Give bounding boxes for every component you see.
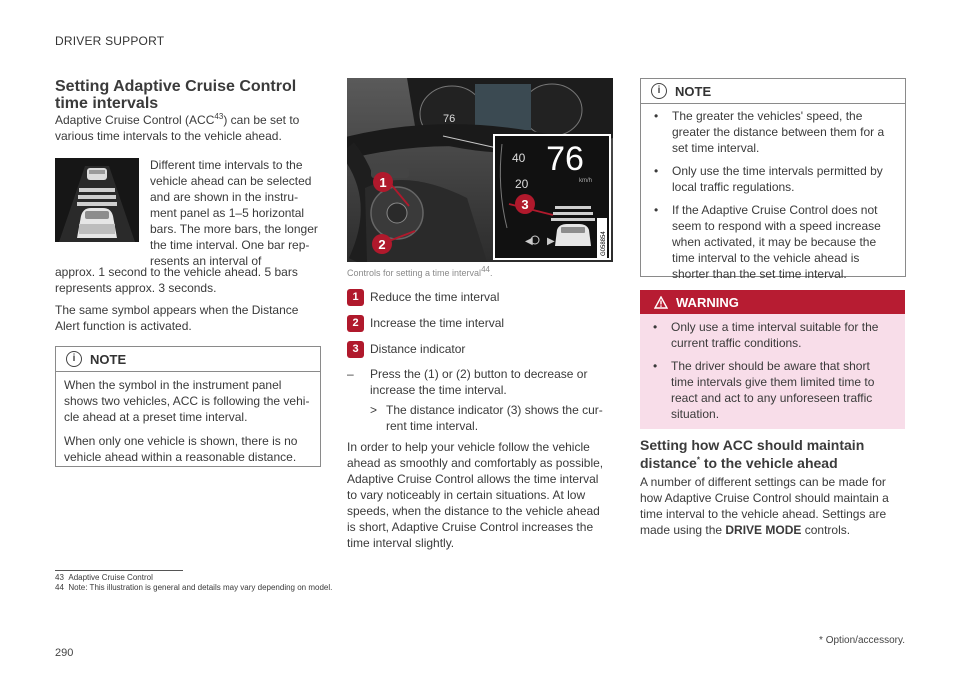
right-paragraph: A number of different settings can be made for how Adaptive Cruise Control should maintain a time interval to the vehicle ahead. Settings are made using the DRIVE MODE controls. xyxy=(640,475,889,537)
para1-continued: approx. 1 second to the vehicle ahead. 5 bars represents approx. 3 seconds. xyxy=(55,265,298,295)
illustration-caption: Controls for setting a time interval$^{44}$. xyxy=(347,265,493,278)
svg-text:20: 20 xyxy=(515,177,529,191)
footnote-ref-44[interactable]: 44 xyxy=(481,265,490,274)
note-body: When the symbol in the instrument panel shows two vehicles, ACC is following the vehi- cle ahead at a preset time interval. When only one vehicle is shown, there is no vehicle ahead within a reasonable distance. xyxy=(64,378,310,464)
svg-text:3: 3 xyxy=(521,197,529,212)
info-icon: i xyxy=(66,351,82,367)
svg-text:76: 76 xyxy=(546,140,584,178)
car-distance-icon xyxy=(55,158,139,242)
svg-text:1: 1 xyxy=(379,175,387,190)
note-bullet-3: • If the Adaptive Cruise Control does not seem to respond with a speed increase when activated, it may be because the time interval to the vehicle ahead is shorter than the set time interval. xyxy=(654,203,881,281)
svg-text:◀: ◀ xyxy=(525,236,533,247)
note-bullet-2: • Only use the time intervals permitted by local traffic regulations. xyxy=(654,164,883,194)
list-item-3: 3 Distance indicator xyxy=(347,341,465,357)
controls-illustration xyxy=(347,78,613,262)
note-bullets xyxy=(641,104,905,282)
page-number: 290 xyxy=(55,647,74,659)
footnote-43: 43 Adaptive Cruise Control xyxy=(55,573,153,582)
intro-paragraph: Adaptive Cruise Control (ACC$^{43}$) can be set to various time intervals to the vehicle ahead. xyxy=(55,112,300,143)
illustration-code: G058854 xyxy=(601,231,607,256)
para2: The same symbol appears when the Distance Alert function is activated. xyxy=(55,303,299,333)
footnote-divider xyxy=(55,570,183,571)
svg-text:2: 2 xyxy=(378,237,386,252)
list-item-2: 2 Increase the time interval xyxy=(347,315,504,331)
steering-wheel-illustration xyxy=(347,78,613,262)
warning-bullet-2: • The driver should be aware that short time intervals give them limited time to react and act to any unforeseen traffic situation. xyxy=(653,359,875,421)
section-title: Setting Adaptive Cruise Control time intervals xyxy=(55,78,297,112)
option-footnote: * Option/accessory. xyxy=(819,635,905,646)
step-instruction: – Press the (1) or (2) button to decrease or increase the time interval. xyxy=(347,367,588,397)
warning-body xyxy=(640,314,905,429)
note-header: i NOTE xyxy=(56,347,320,372)
info-icon: i xyxy=(651,83,667,99)
svg-text:▶: ▶ xyxy=(547,236,555,247)
middle-paragraph: In order to help your vehicle follow the vehicle ahead as smoothly and comfortably as possible, Adaptive Cruise Control allows the time interval to vary noticeably in certain situations. At low speeds, when the distance to the vehicle ahead is short, Adaptive Cruise Control increases the time interval slightly. xyxy=(347,440,604,550)
option-asterisk[interactable]: * xyxy=(696,455,700,465)
warning-box xyxy=(640,290,905,429)
svg-text:76: 76 xyxy=(443,113,456,125)
warning-triangle-icon xyxy=(654,296,668,309)
footnote-44: 44 Note: This illustration is general and details may vary depending on model. xyxy=(55,583,333,592)
note-bullet-1: • The greater the vehicles' speed, the greater the distance between them for a set time interval. xyxy=(654,109,885,155)
warning-bullet-1: • Only use a time interval suitable for the current traffic conditions. xyxy=(653,320,879,350)
warning-header: WARNING xyxy=(640,290,905,314)
note-box-left xyxy=(55,346,321,467)
para1-wrap: Different time intervals to the vehicle ahead can be selected and are shown in the instru- ment panel as 1–5 horizontal bars. The more bars, the longer the time interval. One bar rep- resents an interval of xyxy=(150,158,318,268)
section-header: DRIVER SUPPORT xyxy=(55,34,165,48)
footnote-ref-43[interactable]: 43 xyxy=(214,112,224,121)
note-box-right xyxy=(640,78,906,281)
note-header-right: i NOTE xyxy=(641,79,905,104)
list-item-1: 1 Reduce the time interval xyxy=(347,289,499,305)
subsection-heading: Setting how ACC should maintain distance* to the vehicle ahead xyxy=(640,437,865,471)
svg-text:40: 40 xyxy=(512,151,526,165)
svg-text:km/h: km/h xyxy=(579,178,593,184)
acc-symbol-image xyxy=(55,158,139,242)
step-result: > The distance indicator (3) shows the cur- rent time interval. xyxy=(370,403,603,433)
